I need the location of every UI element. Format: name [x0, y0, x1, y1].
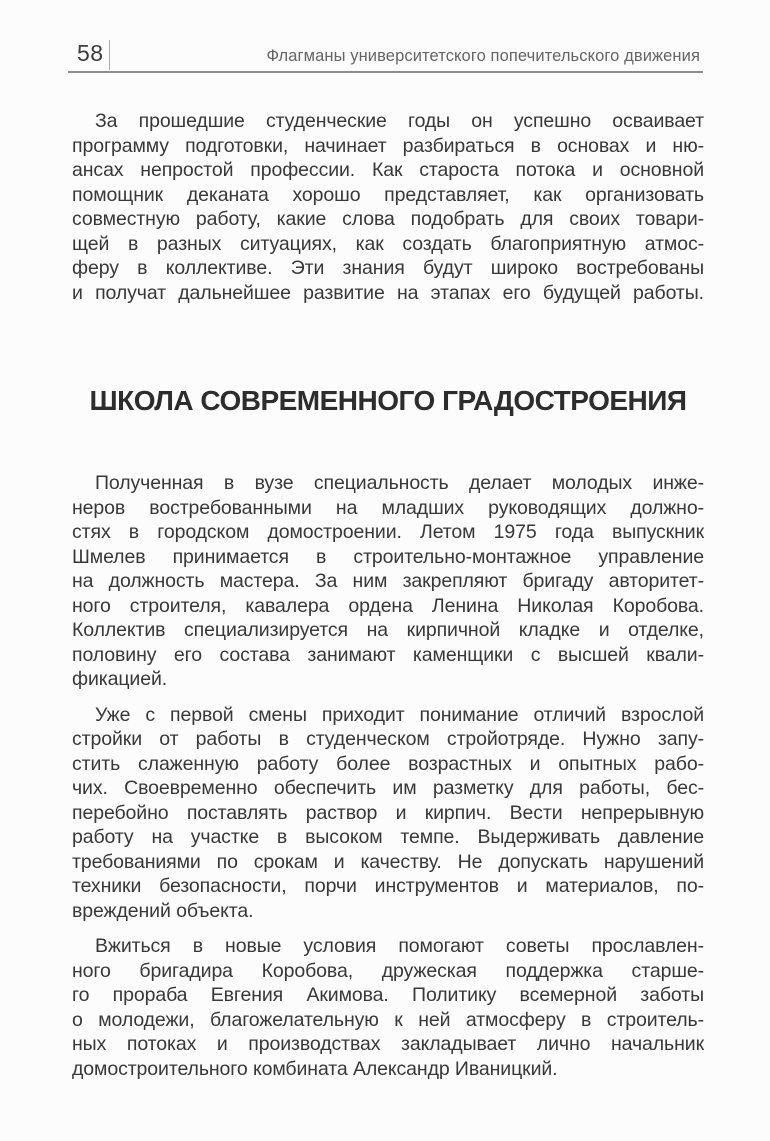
body-line: чих. Своевременно обеспечить им разметку для работы, бес- — [72, 777, 704, 799]
paragraph — [72, 471, 704, 692]
body-line: домостроительного комбината Александр Иваницкий. — [72, 1057, 558, 1080]
body-line: ансах непростой профессии. Как староста потока и основной — [72, 159, 704, 181]
page-number: 58 — [77, 40, 104, 66]
body-line: Вжиться в новые условия помогают советы прославлен- — [95, 935, 704, 957]
body-line: перебойно поставлять раствор и кирпич. Вести непрерывную — [72, 801, 704, 824]
body-line: стройки от работы в студенческом стройотряде. Нужно запу- — [72, 728, 704, 750]
paragraph — [72, 109, 704, 305]
body-line: и получат дальнейшее развитие на этапах его будущей работы. — [72, 281, 704, 304]
body-line: работу на участке в высоком темпе. Выдерживать давление — [72, 826, 704, 848]
body-line: программу подготовки, начинает разбираться в основах и ню- — [72, 134, 704, 157]
body-line: щей в разных ситуациях, как создать благоприятную атмос- — [72, 232, 704, 255]
page-header — [68, 0, 703, 73]
body-line: стях в городском домостроении. Летом 1975 года выпускник — [72, 521, 704, 543]
body-line: помощник деканата хорошо представляет, как организовать — [72, 183, 704, 206]
body-line: За прошедшие студенческие годы он успешно осваивает — [95, 110, 704, 132]
body-line: совместную работу, какие слова подобрать для своих товари- — [72, 208, 704, 230]
section-heading: ШКОЛА СОВРЕМЕННОГО ГРАДОСТРОЕНИЯ — [89, 385, 687, 416]
body-line: техники безопасности, порчи инструментов и материалов, по- — [72, 875, 704, 897]
body-line: Коллектив специализируется на кирпичной кладке и отделке, — [72, 619, 704, 641]
body-line: фикацией. — [72, 668, 168, 690]
body-line: неров востребованными на младших руководящих должно- — [72, 496, 704, 519]
paragraph — [72, 934, 704, 1081]
body-line: Уже с первой смены приходит понимание отличий взрослой — [95, 703, 704, 726]
body-line: ного бригадира Коробова, дружеская поддержка старше- — [72, 959, 704, 982]
body-line: Полученная в вузе специальность делает молодых инже- — [95, 472, 704, 494]
body-line: ного строителя, кавалера ордена Ленина Николая Коробова. — [72, 594, 704, 617]
body-line: вреждений объекта. — [72, 899, 254, 922]
body-line: феру в коллективе. Эти знания будут широко востребованы — [72, 257, 704, 279]
body-line: о молодежи, благожелательную к ней атмосферу в строитель- — [72, 1008, 704, 1031]
running-title: Флагманы университетского попечительского движения — [266, 47, 700, 65]
body-line: Шмелев принимается в строительно-монтажное управление — [72, 545, 704, 568]
body-line: на должность мастера. За ним закрепляют бригаду авторитет- — [72, 570, 704, 592]
paragraph — [72, 703, 704, 924]
body-line: ных потоках и производствах закладывает лично начальник — [72, 1033, 704, 1055]
body-line: го прораба Евгения Акимова. Политику всемерной заботы — [72, 984, 704, 1006]
body-line: стить слаженную работу более возрастных и опытных рабо- — [72, 752, 704, 775]
page-content — [0, 73, 770, 1081]
body-line: половину его состава занимают каменщики с высшей квали- — [72, 643, 704, 666]
body-line: требованиями по срокам и качеству. Не допускать нарушений — [72, 850, 704, 873]
